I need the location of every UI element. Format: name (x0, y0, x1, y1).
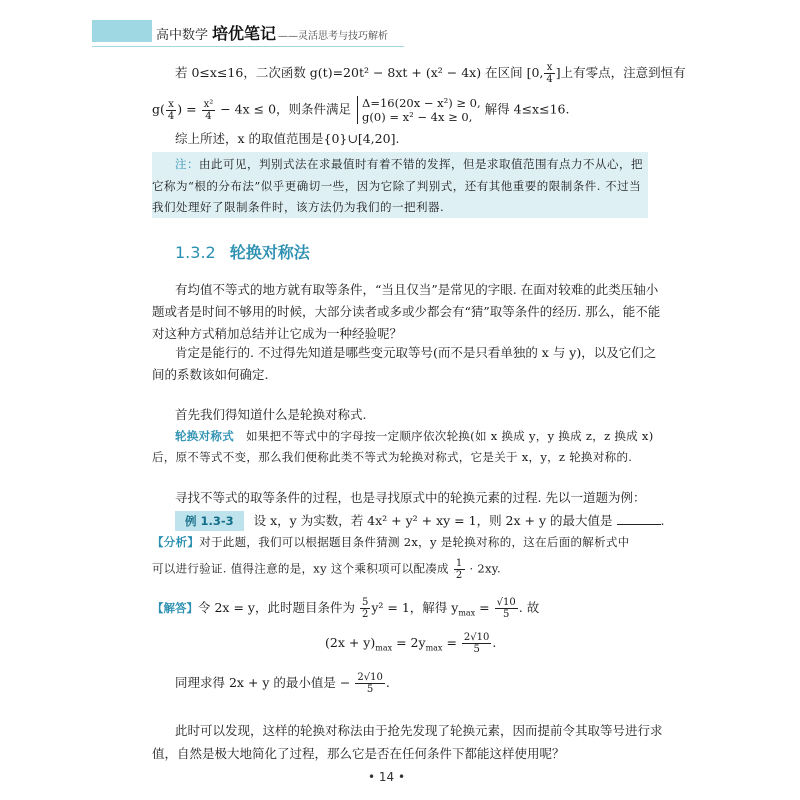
note-line3: 我们处理好了限制条件时，该方法仍为我们的一把利器. (152, 200, 445, 214)
text: . 故 (518, 600, 540, 615)
text: = (479, 600, 490, 615)
frac-num: x (544, 62, 554, 74)
analysis-line1 (152, 533, 630, 551)
text: 令 2x = y，此时题目条件为 (198, 600, 355, 615)
section-heading (175, 240, 310, 263)
text: ) = (177, 101, 197, 117)
p5-line1: 此时可以发现，这样的轮换对称法由于抢先发现了轮换元素，因而提前令其取等号进行求 (175, 723, 663, 738)
p2-line2: 间的系数该如何确定. (152, 367, 269, 382)
text: 设 x，y 为实数，若 4x² + y² + xy = 1，则 2x + y 的最大值是 (253, 513, 613, 528)
text: . (660, 513, 665, 528)
frac-num: 2√10 (463, 632, 490, 643)
fraction (462, 632, 491, 655)
subscript: max (458, 608, 476, 618)
text: g( (152, 101, 165, 117)
text: 可以进行验证. 值得注意的是，xy 这个乘积项可以配凑成 (152, 561, 449, 576)
text: 同理求得 2x + y 的最小值是 − (175, 675, 351, 690)
fraction (166, 99, 176, 122)
text: − 4x ≤ 0，则条件满足 (220, 101, 352, 117)
p4: 寻找不等式的取等条件的过程，也是寻找原式中的轮换元素的过程. 先以一道题为例： (175, 490, 646, 505)
text: 解得 4≤x≤16. (484, 101, 570, 117)
text: . (492, 635, 497, 650)
para1-line1 (175, 62, 686, 85)
example-badge: 例 1.3-3 (175, 511, 244, 531)
p1-line3: 对这种方式稍加总结并让它成为一种经验呢？ (152, 326, 403, 341)
note-label: 注： (175, 157, 199, 171)
p3: 首先我们得知道什么是轮换对称式. (175, 407, 367, 422)
frac-num: 5 (361, 597, 369, 608)
p5-line2: 值，自然是极大地简化了过程，那么它是否在任何条件下都能这样使用呢？ (152, 746, 565, 761)
frac-den: 4 (546, 74, 553, 85)
frac-den: 2 (361, 609, 369, 620)
section-number: 1.3.2 (175, 243, 216, 262)
header-series: 高中数学 (156, 28, 209, 43)
fraction (355, 672, 384, 695)
text: = (446, 635, 457, 650)
example-line (175, 511, 665, 531)
text: ]上有零点，注意到恒有 (555, 65, 686, 80)
header-brand: 培优笔记 (212, 24, 277, 43)
frac-num: √10 (496, 597, 516, 608)
text: = 2y (396, 635, 426, 650)
frac-num: 1 (455, 558, 463, 569)
page-number: • 14 • (368, 770, 406, 784)
display-equation (325, 632, 496, 658)
answer-blank (617, 512, 661, 525)
text: . (385, 675, 390, 690)
text: 对于此题，我们可以根据题目条件猜测 2x，y 是轮换对称的，这在后面的解析式中 (199, 535, 630, 549)
text: 若 0≤x≤16，二次函数 g(t)=20t² − 8xt + (x² − 4x) 在区间 (175, 65, 523, 80)
p2-line1: 肯定是能行的. 不过得先知道是哪些变元取等号(而不是只看单独的 x 与 y)，以及它们之 (175, 345, 657, 360)
text: · 2xy. (469, 561, 502, 576)
frac-den: 5 (473, 644, 480, 655)
definition-line2: 后，原不等式不变，那么我们便称此类不等式为轮换对称式，它是关于 x，y，z 轮换对称的. (152, 450, 633, 464)
text: [0, (526, 65, 544, 80)
subscript: max (425, 643, 443, 653)
frac-den: 5 (366, 684, 374, 695)
frac-num: x² (203, 98, 214, 110)
fraction (202, 99, 216, 122)
text: 如果把不等式中的字母按一定顺序依次轮换(如 x 换成 y，y 换成 z，z 换成 x) (245, 429, 654, 443)
fraction (495, 597, 518, 620)
p1-line2: 题或者是时间不够用的时候，大部分读者或多或少都会有“猜”取等条件的经历. 那么，能不能 (152, 304, 661, 319)
frac-num: x (166, 99, 176, 111)
frac-den: 5 (503, 609, 510, 620)
analysis-label: 【分析】 (152, 535, 200, 549)
header-subtitle: ——灵活思考与技巧解析 (278, 31, 389, 42)
fraction (454, 558, 465, 581)
para1-line3: 综上所述，x 的取值范围是{0}∪[4,20]. (175, 131, 400, 146)
equation-system (357, 96, 481, 124)
answer-line1 (152, 597, 539, 623)
fraction (360, 597, 370, 620)
answer-label: 【解答】 (152, 601, 198, 615)
frac-den: 2 (455, 570, 463, 581)
minimum-line (175, 672, 390, 695)
text: 由此可见，判别式法在求最值时有着不错的发挥，但是求取值范围有点力不从心，把 (199, 157, 643, 171)
section-title: 轮换对称法 (229, 243, 310, 262)
fraction (544, 62, 554, 85)
system-line: g(0) = x² − 4x ≥ 0, (362, 110, 473, 124)
text: (2x + y) (325, 635, 376, 650)
note-line1 (175, 156, 643, 172)
system-line: Δ=16(20x − x²) ≥ 0, (362, 96, 481, 110)
subscript: max (375, 643, 393, 653)
definition-line1 (175, 427, 654, 445)
p1-line1: 有均值不等式的地方就有取等条件，“当且仅当”是常见的字眼. 在面对较难的此类压轴小 (175, 282, 659, 297)
note-line2: 它称为“根的分布法”似乎更确切一些，因为它除了判别式，还有其他重要的限制条件. 不过当 (152, 179, 642, 193)
frac-den: 4 (167, 110, 175, 122)
para1-line2 (152, 96, 569, 124)
frac-num: 2√10 (357, 672, 383, 683)
frac-den: 4 (205, 110, 212, 122)
text: y² = 1，解得 y (371, 600, 459, 615)
analysis-line2 (152, 558, 501, 581)
definition-term: 轮换对称式 (175, 429, 234, 443)
